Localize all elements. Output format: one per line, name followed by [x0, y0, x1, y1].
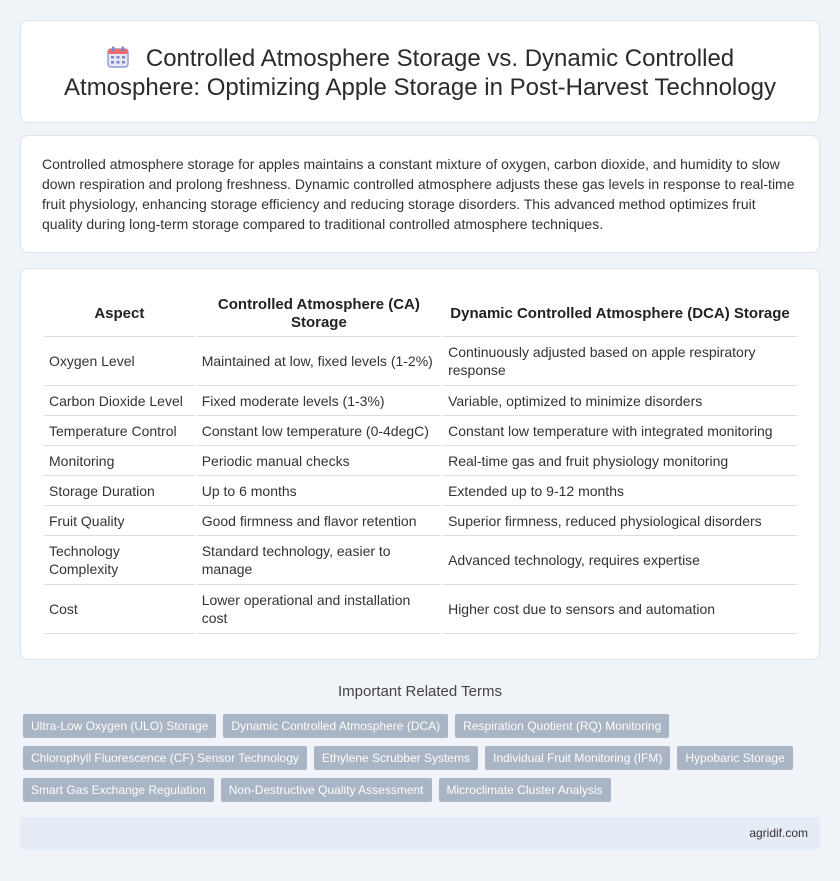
term-chip[interactable]: Ethylene Scrubber Systems: [314, 746, 478, 770]
footer-bar: [20, 817, 820, 850]
table-cell: Oxygen Level: [44, 337, 195, 386]
table-cell: Lower operational and installation cost: [197, 585, 441, 634]
table-cell: Advanced technology, requires expertise: [443, 536, 797, 585]
table-row: [44, 446, 797, 476]
term-chip[interactable]: Non-Destructive Quality Assessment: [221, 778, 432, 802]
page-title-text: Controlled Atmosphere Storage vs. Dynamic Controlled Atmosphere: Optimizing Apple Storage in Post-Harvest Technology: [64, 45, 776, 101]
term-row: [23, 746, 817, 770]
table-cell: Constant low temperature with integrated monitoring: [443, 416, 797, 446]
intro-paragraph: Controlled atmosphere storage for apples maintains a constant mixture of oxygen, carbon dioxide, and humidity to slow down respiration and prolong freshness. Dynamic controlled atmosphere adjusts these gas levels in response to real-time fruit physiology, enhancing storage efficiency and reducing storage disorders. This advanced method optimizes fruit quality during long-term storage compared to traditional controlled atmosphere techniques.: [42, 156, 795, 232]
column-header: Dynamic Controlled Atmosphere (DCA) Storage: [443, 291, 797, 337]
term-chip[interactable]: Dynamic Controlled Atmosphere (DCA): [223, 714, 448, 738]
page-title: [51, 44, 789, 102]
table-cell: Storage Duration: [44, 476, 195, 506]
table-row: [44, 585, 797, 634]
column-header: Controlled Atmosphere (CA) Storage: [197, 291, 441, 337]
term-chip[interactable]: Respiration Quotient (RQ) Monitoring: [455, 714, 669, 738]
term-row: [23, 714, 817, 738]
related-terms: [23, 714, 817, 810]
table-row: [44, 416, 797, 446]
term-row: [23, 778, 817, 802]
table-cell: Extended up to 9-12 months: [443, 476, 797, 506]
table-cell: Superior firmness, reduced physiological disorders: [443, 506, 797, 536]
table-cell: Higher cost due to sensors and automation: [443, 585, 797, 634]
related-terms-title: Important Related Terms: [338, 683, 502, 700]
table-cell: Good firmness and flavor retention: [197, 506, 441, 536]
column-header: Aspect: [44, 291, 195, 337]
table-cell: Carbon Dioxide Level: [44, 386, 195, 416]
table-cell: Maintained at low, fixed levels (1-2%): [197, 337, 441, 386]
term-chip[interactable]: Smart Gas Exchange Regulation: [23, 778, 214, 802]
table-cell: Up to 6 months: [197, 476, 441, 506]
table-row: [44, 476, 797, 506]
table-row: [44, 506, 797, 536]
calendar-icon: [106, 45, 130, 69]
term-chip[interactable]: Microclimate Cluster Analysis: [439, 778, 611, 802]
table-cell: Real-time gas and fruit physiology monitoring: [443, 446, 797, 476]
table-cell: Fixed moderate levels (1-3%): [197, 386, 441, 416]
title-card: [20, 20, 820, 123]
term-chip[interactable]: Individual Fruit Monitoring (IFM): [485, 746, 670, 770]
table-cell: Variable, optimized to minimize disorders: [443, 386, 797, 416]
table-cell: Standard technology, easier to manage: [197, 536, 441, 585]
table-cell: Continuously adjusted based on apple respiratory response: [443, 337, 797, 386]
term-chip[interactable]: Ultra-Low Oxygen (ULO) Storage: [23, 714, 216, 738]
site-link[interactable]: agridif.com: [749, 826, 808, 840]
term-chip[interactable]: Hypobaric Storage: [677, 746, 792, 770]
table-cell: Monitoring: [44, 446, 195, 476]
table-cell: Fruit Quality: [44, 506, 195, 536]
table-row: [44, 337, 797, 386]
table-cell: Temperature Control: [44, 416, 195, 446]
table-cell: Constant low temperature (0-4degC): [197, 416, 441, 446]
comparison-card: [20, 268, 820, 660]
intro-card: [20, 135, 820, 253]
table-row: [44, 386, 797, 416]
table-row: [44, 536, 797, 585]
table-header-row: [44, 291, 797, 337]
table-cell: Technology Complexity: [44, 536, 195, 585]
table-cell: Periodic manual checks: [197, 446, 441, 476]
term-chip[interactable]: Chlorophyll Fluorescence (CF) Sensor Technology: [23, 746, 307, 770]
table-cell: Cost: [44, 585, 195, 634]
comparison-table: [42, 291, 799, 634]
